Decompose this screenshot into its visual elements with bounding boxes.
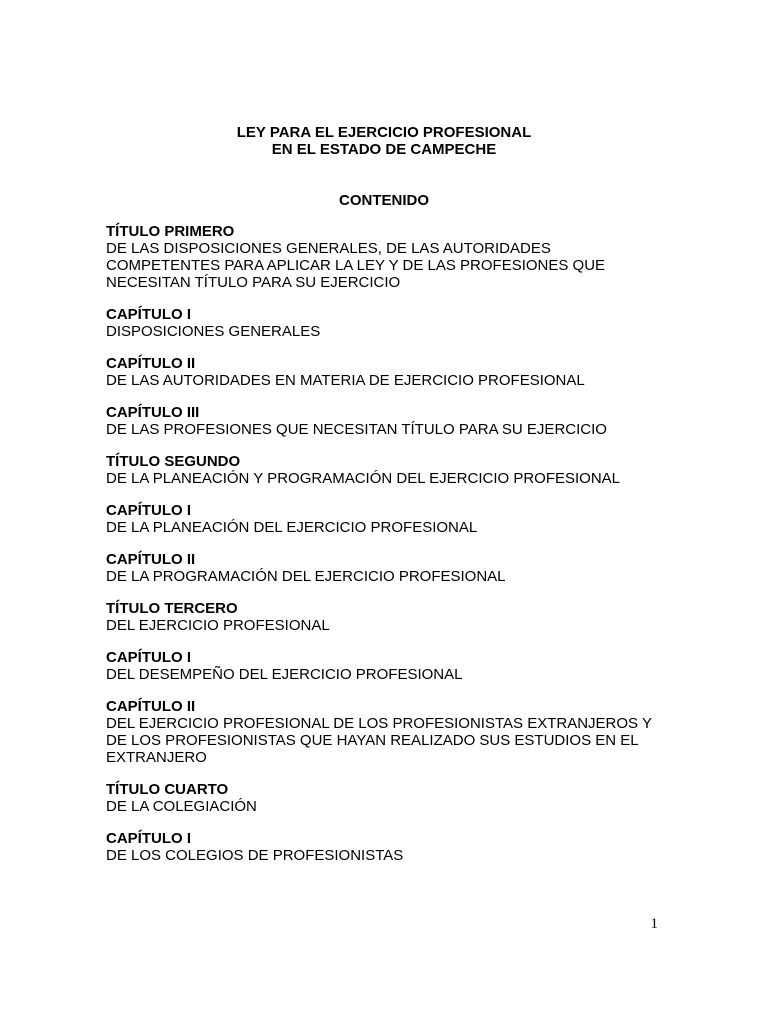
toc-entry	[106, 404, 666, 438]
toc-entry	[106, 355, 666, 389]
title-line: EN EL ESTADO DE CAMPECHE	[271, 141, 497, 158]
toc-entry-description-line: EXTRANJERO	[106, 749, 207, 766]
toc-entry-description-line: DE LOS PROFESIONISTAS QUE HAYAN REALIZADO SUS ESTUDIOS EN EL	[106, 732, 639, 749]
toc-entry-label: CAPÍTULO II	[106, 551, 196, 568]
toc-entry-label: CAPÍTULO I	[106, 830, 191, 847]
toc-entry-label: TÍTULO PRIMERO	[106, 223, 235, 240]
toc-entry-description-line: DE LA PROGRAMACIÓN DEL EJERCICIO PROFESIONAL	[106, 568, 506, 585]
document-title	[0, 124, 768, 158]
title-line: LEY PARA EL EJERCICIO PROFESIONAL	[236, 124, 532, 141]
toc-entry	[106, 649, 666, 683]
toc-entry-description-line: DEL EJERCICIO PROFESIONAL	[106, 617, 330, 634]
toc-entry-description-line: DEL DESEMPEÑO DEL EJERCICIO PROFESIONAL	[106, 666, 463, 683]
toc-entry	[106, 830, 666, 864]
toc-entry-description-line: DE LAS PROFESIONES QUE NECESITAN TÍTULO PARA SU EJERCICIO	[106, 421, 607, 438]
toc-entry	[106, 551, 666, 585]
toc-entry-description-line: DE LA COLEGIACIÓN	[106, 798, 257, 815]
toc-entry-label: TÍTULO CUARTO	[106, 781, 229, 798]
toc-entry-label: TÍTULO TERCERO	[106, 600, 238, 617]
toc-entry	[106, 453, 666, 487]
toc-entry-label: CAPÍTULO I	[106, 649, 191, 666]
toc-entry-label: CAPÍTULO II	[106, 698, 196, 715]
page-number: 1	[650, 916, 658, 932]
toc-entry	[106, 502, 666, 536]
toc-entry-description-line: DE LA PLANEACIÓN Y PROGRAMACIÓN DEL EJERCICIO PROFESIONAL	[106, 470, 621, 487]
toc-entry	[106, 600, 666, 634]
toc-entry-description-line: DEL EJERCICIO PROFESIONAL DE LOS PROFESIONISTAS EXTRANJEROS Y	[106, 715, 652, 732]
toc-entry-description-line: DE LAS AUTORIDADES EN MATERIA DE EJERCICIO PROFESIONAL	[106, 372, 585, 389]
toc-entry-description-line: NECESITAN TÍTULO PARA SU EJERCICIO	[106, 274, 401, 291]
contents-heading: CONTENIDO	[339, 192, 429, 209]
toc-entry-label: CAPÍTULO II	[106, 355, 196, 372]
toc-entry-description-line: DE LOS COLEGIOS DE PROFESIONISTAS	[106, 847, 404, 864]
toc-entry-label: CAPÍTULO I	[106, 306, 191, 323]
toc-entry	[106, 698, 666, 766]
toc-entry-description-line: COMPETENTES PARA APLICAR LA LEY Y DE LAS PROFESIONES QUE	[106, 257, 606, 274]
toc-entry	[106, 223, 666, 291]
toc-entry-label: CAPÍTULO III	[106, 404, 200, 421]
toc-entry-label: CAPÍTULO I	[106, 502, 191, 519]
toc-entry	[106, 781, 666, 815]
toc-entry-description-line: DE LAS DISPOSICIONES GENERALES, DE LAS AUTORIDADES	[106, 240, 551, 257]
toc-entry	[106, 306, 666, 340]
toc-entry-description-line: DISPOSICIONES GENERALES	[106, 323, 321, 340]
toc-entry-description-line: DE LA PLANEACIÓN DEL EJERCICIO PROFESIONAL	[106, 519, 478, 536]
table-of-contents	[106, 223, 666, 879]
toc-entry-label: TÍTULO SEGUNDO	[106, 453, 241, 470]
